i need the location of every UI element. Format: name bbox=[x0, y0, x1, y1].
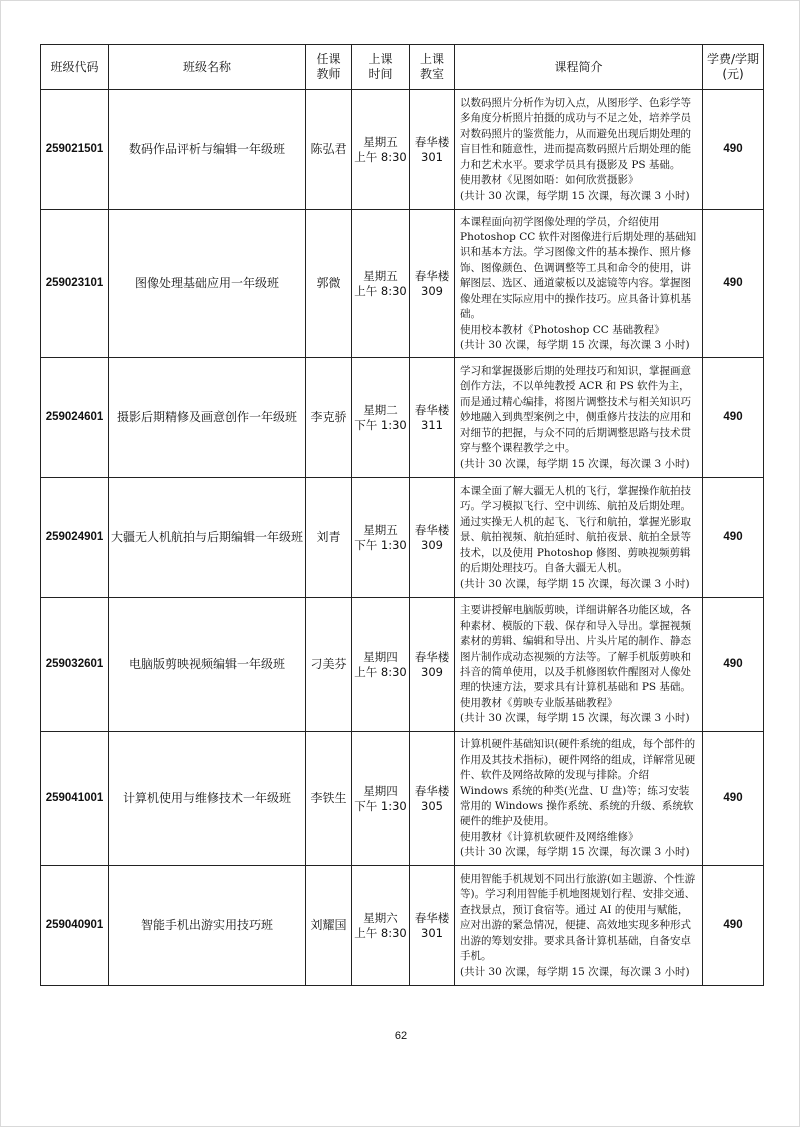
table-row bbox=[41, 598, 764, 732]
table-header-row bbox=[41, 45, 764, 90]
class-day: 星期五 bbox=[363, 134, 398, 149]
description-hours: (共计 30 次课，每学期 15 次课，每次课 3 小时) bbox=[460, 457, 690, 470]
header-room bbox=[410, 45, 455, 90]
class-day: 星期二 bbox=[363, 402, 398, 417]
header-teacher bbox=[306, 45, 352, 90]
page-number: 62 bbox=[394, 1030, 408, 1042]
course-description bbox=[455, 478, 703, 598]
table-row bbox=[41, 90, 764, 210]
header-time-line1: 上课 bbox=[368, 52, 393, 66]
room-number: 309 bbox=[421, 664, 443, 679]
class-day: 星期五 bbox=[363, 268, 398, 283]
course-description bbox=[455, 732, 703, 866]
class-room bbox=[410, 210, 455, 358]
room-building: 春华楼 bbox=[414, 522, 450, 537]
room-building: 春华楼 bbox=[414, 402, 450, 417]
room-building: 春华楼 bbox=[414, 134, 450, 149]
table-row bbox=[41, 358, 764, 478]
description-hours: (共计 30 次课，每学期 15 次课，每次课 3 小时) bbox=[460, 577, 690, 590]
description-text: 以数码照片分析作为切入点，从图形学、色彩学等多角度分析照片拍摄的成功与不足之处，培养学员对数码照片的鉴赏能力，从而避免出现后期处理的盲目性和随意性，进而提高数码照片后期处理的能力和艺术水平。要求学员具有摄影及 PS 基础。 bbox=[460, 97, 691, 171]
description-textbook: 使用校本教材《Photoshop CC 基础教程》 bbox=[460, 323, 665, 336]
room-number: 309 bbox=[421, 537, 443, 552]
class-time bbox=[352, 478, 410, 598]
teacher-name: 刁美芬 bbox=[306, 598, 352, 732]
class-room bbox=[410, 866, 455, 986]
class-day: 星期四 bbox=[363, 783, 398, 798]
description-textbook: 使用教材《见图如晤：如何欣赏摄影》 bbox=[460, 174, 639, 187]
class-room bbox=[410, 478, 455, 598]
tuition-fee: 490 bbox=[703, 358, 764, 478]
header-time bbox=[352, 45, 410, 90]
class-code: 259024601 bbox=[41, 358, 109, 478]
tuition-fee: 490 bbox=[703, 210, 764, 358]
class-code: 259024901 bbox=[41, 478, 109, 598]
header-teacher-line2: 教师 bbox=[316, 67, 341, 81]
header-time-line2: 时间 bbox=[368, 67, 393, 81]
tuition-fee: 490 bbox=[703, 90, 764, 210]
class-name: 智能手机出游实用技巧班 bbox=[109, 866, 306, 986]
description-text: 本课程面向初学图像处理的学员，介绍使用 Photoshop CC 软件对图像进行后期处理的基础知识和基本方法。学习图像文件的基本操作、照片修饰、图像颜色、色调调整等工具和命令的使用，讲解图层、选区、通道蒙板以及滤镜等内容。掌握图像处理在实际应用中的操作技巧。应具备计算机基础。 bbox=[460, 215, 697, 321]
class-hour: 下午 1:30 bbox=[354, 417, 407, 432]
class-day: 星期五 bbox=[363, 522, 398, 537]
course-description bbox=[455, 598, 703, 732]
class-time bbox=[352, 358, 410, 478]
tuition-fee: 490 bbox=[703, 478, 764, 598]
table-row bbox=[41, 478, 764, 598]
room-number: 309 bbox=[421, 283, 443, 298]
class-hour: 上午 8:30 bbox=[354, 664, 407, 679]
tuition-fee: 490 bbox=[703, 732, 764, 866]
teacher-name: 李铁生 bbox=[306, 732, 352, 866]
class-name: 摄影后期精修及画意创作一年级班 bbox=[109, 358, 306, 478]
class-name: 图像处理基础应用一年级班 bbox=[109, 210, 306, 358]
class-room bbox=[410, 90, 455, 210]
room-number: 301 bbox=[421, 149, 443, 164]
class-time bbox=[352, 598, 410, 732]
class-hour: 上午 8:30 bbox=[354, 149, 407, 164]
class-hour: 上午 8:30 bbox=[354, 283, 407, 298]
header-room-line1: 上课 bbox=[419, 52, 444, 66]
teacher-name: 郭微 bbox=[306, 210, 352, 358]
header-fee bbox=[703, 45, 764, 90]
course-description bbox=[455, 210, 703, 358]
header-code: 班级代码 bbox=[41, 45, 109, 90]
room-number: 311 bbox=[421, 417, 443, 432]
header-desc: 课程简介 bbox=[455, 45, 703, 90]
header-room-line2: 教室 bbox=[419, 67, 444, 81]
table-row bbox=[41, 210, 764, 358]
tuition-fee: 490 bbox=[703, 866, 764, 986]
class-time bbox=[352, 210, 410, 358]
class-code: 259041001 bbox=[41, 732, 109, 866]
description-text: 使用智能手机规划不同出行旅游(如主题游、个性游等)。学习利用智能手机地图规划行程、安排交通、查找景点，预订食宿等。通过 AI 的使用与赋能，应对出游的紧急情况，便捷、高效地实现多种形式出游的筹划安排。要求具备计算机基础，自备安卓手机。 bbox=[460, 873, 696, 963]
room-building: 春华楼 bbox=[414, 783, 450, 798]
teacher-name: 李克骄 bbox=[306, 358, 352, 478]
class-room bbox=[410, 732, 455, 866]
header-fee-line1: 学费/学期 bbox=[706, 52, 760, 66]
header-name: 班级名称 bbox=[109, 45, 306, 90]
description-hours: (共计 30 次课，每学期 15 次课，每次课 3 小时) bbox=[460, 338, 690, 351]
class-room bbox=[410, 598, 455, 732]
class-code: 259021501 bbox=[41, 90, 109, 210]
description-hours: (共计 30 次课，每学期 15 次课，每次课 3 小时) bbox=[460, 846, 690, 859]
class-code: 259032601 bbox=[41, 598, 109, 732]
class-code: 259040901 bbox=[41, 866, 109, 986]
course-table bbox=[40, 44, 764, 986]
table-row bbox=[41, 732, 764, 866]
class-code: 259023101 bbox=[41, 210, 109, 358]
room-building: 春华楼 bbox=[414, 910, 450, 925]
class-name: 数码作品评析与编辑一年级班 bbox=[109, 90, 306, 210]
teacher-name: 陈弘君 bbox=[306, 90, 352, 210]
description-hours: (共计 30 次课，每学期 15 次课，每次课 3 小时) bbox=[460, 189, 690, 202]
class-day: 星期四 bbox=[363, 649, 398, 664]
course-description bbox=[455, 866, 703, 986]
class-time bbox=[352, 90, 410, 210]
table-row bbox=[41, 866, 764, 986]
description-textbook: 使用教材《计算机软硬件及网络维修》 bbox=[460, 830, 639, 843]
class-hour: 下午 1:30 bbox=[354, 798, 407, 813]
class-room bbox=[410, 358, 455, 478]
room-number: 305 bbox=[421, 798, 443, 813]
class-hour: 下午 1:30 bbox=[354, 537, 407, 552]
room-number: 301 bbox=[421, 925, 443, 940]
description-textbook: 使用教材《剪映专业版基础教程》 bbox=[460, 696, 618, 709]
description-text: 计算机硬件基础知识(硬件系统的组成，每个部件的作用及其技术指标)，硬件网络的组成，详解常见硬件、软件及网络故障的发现与排除。介绍 Windows 系统的种类(光盘、U 盘)等；练习安装常用的 Windows 操作系统、系统的升级、系统软硬件的维护及使用。 bbox=[460, 738, 696, 828]
class-day: 星期六 bbox=[363, 910, 398, 925]
description-text: 主要讲授解电脑版剪映，详细讲解各功能区域，各种素材、模版的下载、保存和导入导出。掌握视频素材的剪辑、编辑和导出、片头片尾的制作、静态图片制作成动态视频的方法等。了解手机版剪映和抖音的简单使用，以及手机修图软件醒图对人像处理的快速方法，要求具有计算机基础和 PS 基础。 bbox=[460, 604, 691, 694]
class-name: 大疆无人机航拍与后期编辑一年级班 bbox=[109, 478, 306, 598]
description-hours: (共计 30 次课，每学期 15 次课，每次课 3 小时) bbox=[460, 712, 690, 725]
course-description bbox=[455, 90, 703, 210]
description-text: 本课全面了解大疆无人机的飞行，掌握操作航拍技巧。学习模拟飞行、空中训练、航拍及后期处理。通过实操无人机的起飞、飞行和航拍，掌握光影取景、航拍视频、航拍延时、航拍夜景、航拍全景等技术，以及使用 Photoshop 修图、剪映视频剪辑的后期处理技巧。自备大疆无人机。 bbox=[460, 485, 691, 575]
class-time bbox=[352, 866, 410, 986]
teacher-name: 刘耀国 bbox=[306, 866, 352, 986]
class-time bbox=[352, 732, 410, 866]
room-building: 春华楼 bbox=[414, 649, 450, 664]
class-name: 电脑版剪映视频编辑一年级班 bbox=[109, 598, 306, 732]
tuition-fee: 490 bbox=[703, 598, 764, 732]
class-hour: 上午 8:30 bbox=[354, 925, 407, 940]
teacher-name: 刘青 bbox=[306, 478, 352, 598]
course-description bbox=[455, 358, 703, 478]
description-hours: (共计 30 次课，每学期 15 次课，每次课 3 小时) bbox=[460, 965, 690, 978]
room-building: 春华楼 bbox=[414, 268, 450, 283]
class-name: 计算机使用与维修技术一年级班 bbox=[109, 732, 306, 866]
header-teacher-line1: 任课 bbox=[316, 52, 341, 66]
header-fee-line2: (元) bbox=[722, 67, 744, 81]
description-text: 学习和掌握摄影后期的处理技巧和知识，掌握画意创作方法，不以单纯教授 ACR 和 PS 软件为主，而是通过精心编排，将图片调整技术与相关知识巧妙地融入到典型案例之中，侧重修片技法的应用和对细节的把握，与众不同的后期调整思路与技术贯穿与整个课程教学之中。 bbox=[460, 365, 691, 455]
